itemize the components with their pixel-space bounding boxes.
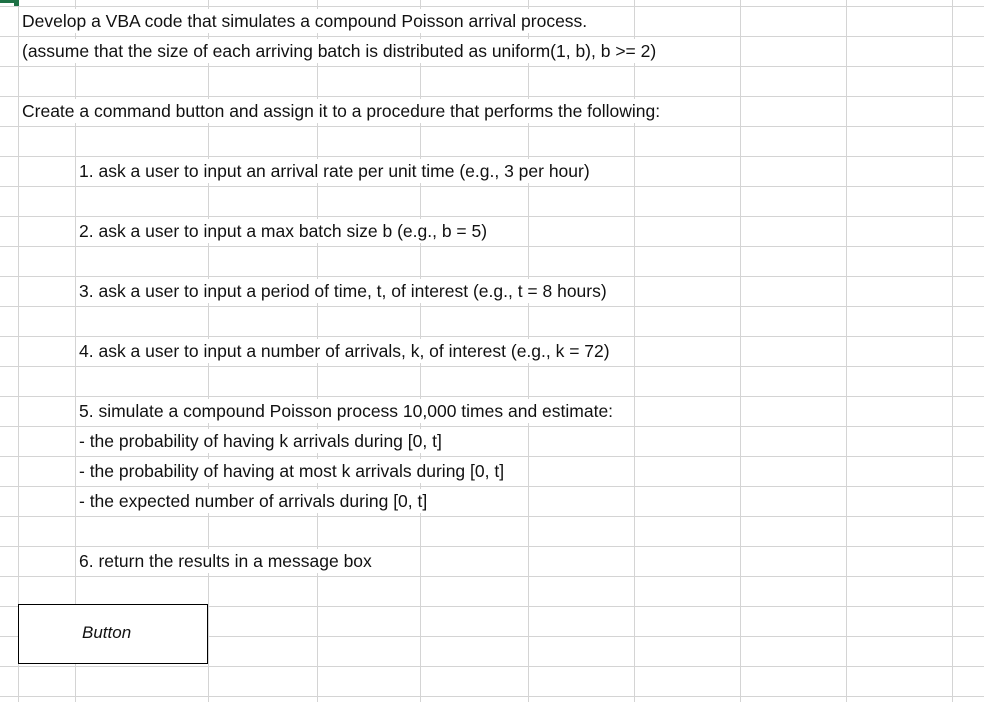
- row-gridline: [0, 96, 984, 97]
- row-gridline: [0, 486, 984, 487]
- cell-text-step-2[interactable]: 2. ask a user to input a max batch size b (e.g., b = 5): [76, 219, 491, 243]
- cell-text-assumption[interactable]: (assume that the size of each arriving batch is distributed as uniform(1, b), b >= 2): [19, 39, 660, 63]
- row-gridline: [0, 306, 984, 307]
- cell-text-step-5-bullet-3[interactable]: - the expected number of arrivals during [0, t]: [76, 489, 431, 513]
- row-gridline: [0, 6, 984, 7]
- row-gridline: [0, 66, 984, 67]
- row-gridline: [0, 126, 984, 127]
- row-gridline: [0, 246, 984, 247]
- row-gridline: [0, 216, 984, 217]
- row-gridline: [0, 36, 984, 37]
- row-gridline: [0, 666, 984, 667]
- cell-text-step-5-bullet-1[interactable]: - the probability of having k arrivals during [0, t]: [76, 429, 446, 453]
- cell-text-step-5-bullet-2[interactable]: - the probability of having at most k arrivals during [0, t]: [76, 459, 508, 483]
- row-gridline: [0, 576, 984, 577]
- row-gridline: [0, 156, 984, 157]
- row-gridline: [0, 276, 984, 277]
- cell-text-step-4[interactable]: 4. ask a user to input a number of arrivals, k, of interest (e.g., k = 72): [76, 339, 614, 363]
- row-gridline: [0, 366, 984, 367]
- cell-text-title[interactable]: Develop a VBA code that simulates a compound Poisson arrival process.: [19, 9, 591, 33]
- column-gridline: [952, 0, 953, 702]
- row-gridline: [0, 336, 984, 337]
- fill-handle[interactable]: [14, 0, 19, 6]
- row-gridline: [0, 456, 984, 457]
- cell-text-instruction[interactable]: Create a command button and assign it to a procedure that performs the following:: [19, 99, 664, 123]
- row-gridline: [0, 696, 984, 697]
- cell-text-step-6[interactable]: 6. return the results in a message box: [76, 549, 376, 573]
- cell-text-step-3[interactable]: 3. ask a user to input a period of time, t, of interest (e.g., t = 8 hours): [76, 279, 611, 303]
- command-button-label: Button: [82, 623, 132, 642]
- column-gridline: [740, 0, 741, 702]
- cell-text-step-1[interactable]: 1. ask a user to input an arrival rate per unit time (e.g., 3 per hour): [76, 159, 594, 183]
- column-gridline: [846, 0, 847, 702]
- command-button[interactable]: [18, 604, 208, 664]
- row-gridline: [0, 516, 984, 517]
- row-gridline: [0, 426, 984, 427]
- row-gridline: [0, 396, 984, 397]
- row-gridline: [0, 186, 984, 187]
- cell-text-step-5[interactable]: 5. simulate a compound Poisson process 10,000 times and estimate:: [76, 399, 617, 423]
- row-gridline: [0, 546, 984, 547]
